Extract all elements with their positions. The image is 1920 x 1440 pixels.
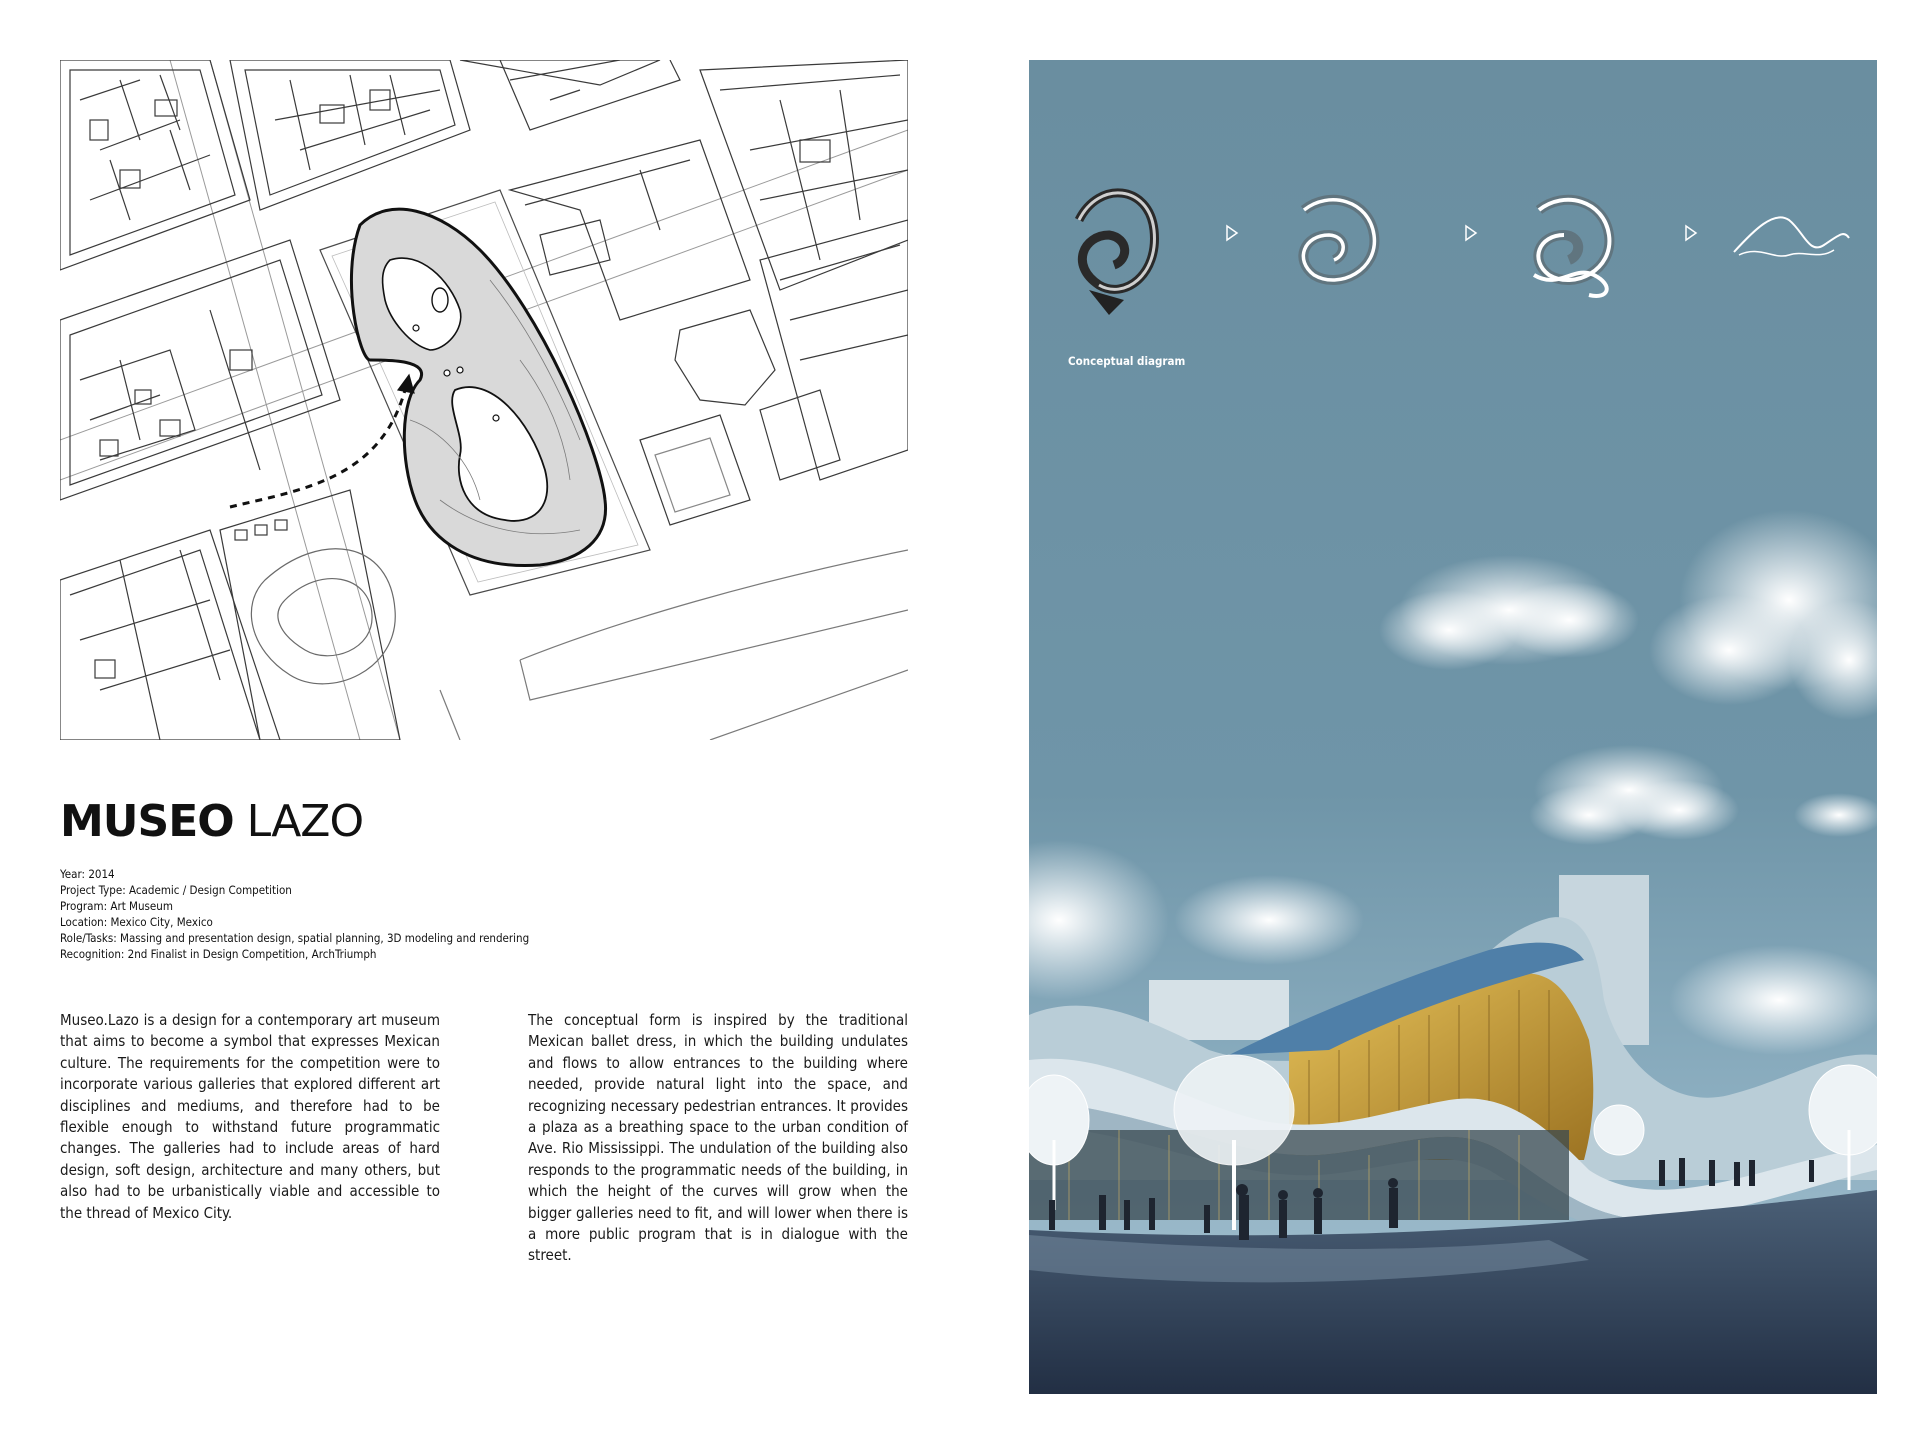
city-block-sw <box>60 530 280 740</box>
plaza-block <box>220 490 400 740</box>
city-block-nw <box>60 60 250 270</box>
meta-program: Program: Art Museum <box>60 899 173 913</box>
city-block-ne <box>700 60 908 290</box>
meta-location: Location: Mexico City, Mexico <box>60 915 213 929</box>
meta-role: Role/Tasks: Massing and presentation design, spatial planning, 3D modeling and rendering <box>60 931 530 945</box>
title-light: LAZO <box>246 796 364 847</box>
title-bold: MUSEO <box>60 796 234 847</box>
museum-footprint <box>351 209 605 565</box>
render-panel <box>1029 60 1877 1394</box>
diagram-caption: Conceptual diagram <box>1068 354 1186 368</box>
city-block-w <box>60 240 340 500</box>
city-block-n <box>230 60 470 210</box>
project-title <box>60 796 363 848</box>
meta-recognition: Recognition: 2nd Finalist in Design Competition, ArchTriumph <box>60 947 377 961</box>
city-block-ne-top <box>460 60 680 130</box>
southeast-outline <box>440 550 908 740</box>
description-right: The conceptual form is inspired by the traditional Mexican ballet dress, in which the building undulates and flows to allow entrances to the building where needed, provide natural light into the space, and recognizing necessary pedestrian entrances. It provides a plaza as a breathing space to the urban condition of Ave. Rio Mississippi. The undulation of the building also responds to the programmatic needs of the building, in which the height of the curves will grow when the bigger galleries need to fit, and will lower when there is a more public program that is in dialogue with the street. <box>528 1011 908 1265</box>
meta-project-type: Project Type: Academic / Design Competition <box>60 883 292 897</box>
site-plan <box>60 60 908 740</box>
description-left: Museo.Lazo is a design for a contemporary art museum that aims to become a symbol that expresses Mexican culture. The requirements for the competition were to incorporate various galleries that explored different art disciplines and mediums, and therefore had to be flexible enough to withstand future programmatic changes. The galleries had to include areas of hard design, soft design, architecture and many others, but also had to be urbanistically viable and accessible to the thread of Mexico City. <box>60 1011 440 1222</box>
meta-year: Year: 2014 <box>60 867 115 881</box>
project-metadata <box>60 866 529 962</box>
